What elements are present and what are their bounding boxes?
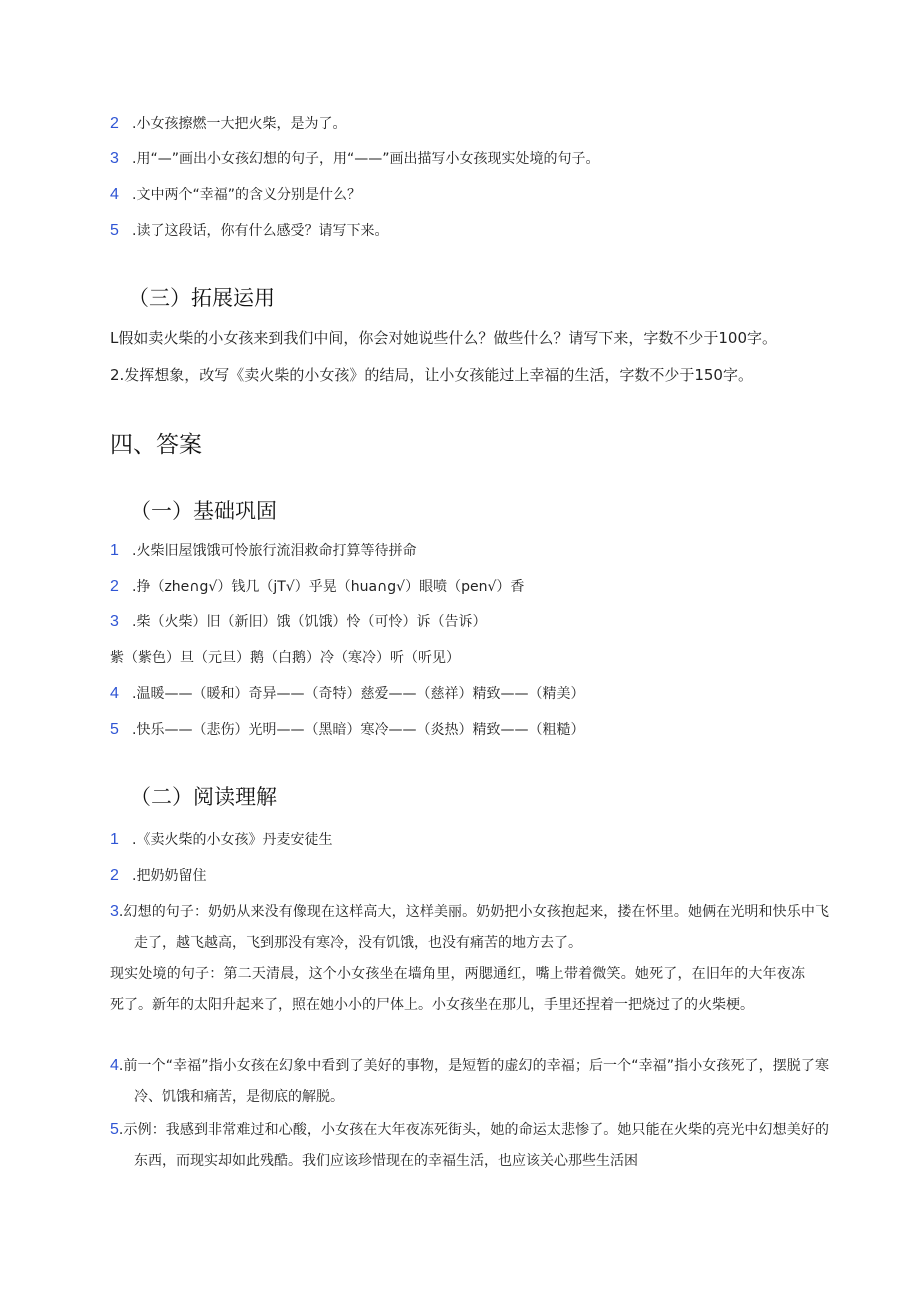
answer-item	[110, 865, 810, 887]
answer-text: .把奶奶留住	[132, 868, 207, 884]
answer-number: 5	[110, 1121, 119, 1138]
answer-number: 1	[110, 831, 119, 848]
question-item	[110, 148, 810, 170]
answer-item	[110, 683, 810, 705]
answer-item	[110, 611, 810, 633]
answer-number: 5	[110, 721, 119, 738]
answer-text: .前一个“幸福”指小女孩在幻象中看到了美好的事物，是短暂的虚幻的幸福；后一个“幸福”指小女孩死了，摆脱了寒冷、饥饿和痛苦，是彻底的解脱。	[118, 1058, 829, 1105]
answer-number: 4	[110, 1057, 119, 1074]
question-number: 4	[110, 186, 119, 203]
question-number: 5	[110, 222, 119, 239]
answer-item	[110, 719, 810, 741]
question-number: 2	[110, 115, 119, 132]
answer-text: .火柴旧屋饿饿可怜旅行流泪救命打算等待拼命	[132, 543, 417, 559]
answer-number: 3	[110, 903, 119, 920]
question-text: .读了这段话，你有什么感受？请写下来。	[132, 223, 389, 239]
answer-number: 1	[110, 542, 119, 559]
answer-text: .幻想的句子：奶奶从来没有像现在这样高大，这样美丽。奶奶把小女孩抱起来，搂在怀里。她俩在光明和快乐中飞走了，越飞越高，飞到那没有寒冷，没有饥饿，也没有痛苦的地方去了。	[118, 904, 829, 951]
answers-heading: 四、答案	[110, 432, 202, 458]
question-text: .用“—”画出小女孩幻想的句子，用“——”画出描写小女孩现实处境的句子。	[132, 151, 600, 167]
answer-item-fantasy	[110, 896, 829, 959]
answer-text: .快乐——（悲伤）光明——（黑暗）寒冷——（炎热）精致——（粗糙）	[132, 722, 585, 738]
section-title-extension: （三）拓展运用	[128, 287, 275, 310]
extension-item: L假如卖火柴的小女孩来到我们中间，你会对她说些什么？做些什么？请写下来，字数不少于100字。	[110, 329, 777, 347]
answer-continuation: 紫（紫色）旦（元旦）鹅（白鹅）冷（寒冷）听（听见）	[110, 650, 460, 666]
answer-item-happiness	[110, 1050, 829, 1113]
answer-number: 3	[110, 613, 119, 630]
answer-item	[110, 540, 810, 562]
question-item	[110, 220, 810, 242]
answer-item-feelings	[110, 1114, 829, 1177]
answer-text: .挣（zhe∩g√）钱几（jT√）乎晃（hua∩g√）眼喷（pen√）香	[132, 579, 525, 595]
answer-reality-paragraph: 现实处境的句子：第二天清晨，这个小女孩坐在墙角里，两腮通红，嘴上带着微笑。她死了，在旧年的大年夜冻死了。新年的太阳升起来了，照在她小小的尸体上。小女孩坐在那儿，手里还捏着一把烧过了的火柴梗。	[110, 966, 805, 1013]
question-text: .小女孩擦燃一大把火柴，是为了。	[132, 116, 347, 132]
question-text: .文中两个“幸福”的含义分别是什么？	[132, 187, 361, 203]
answer-text: .《卖火柴的小女孩》丹麦安徒生	[132, 832, 333, 848]
answer-text: .温暖——（暖和）奇异——（奇特）慈爱——（慈祥）精致——（精美）	[132, 686, 585, 702]
question-item	[110, 113, 810, 135]
answer-text: .示例：我感到非常难过和心酸，小女孩在大年夜冻死街头，她的命运太悲惨了。她只能在火柴的亮光中幻想美好的东西，而现实却如此残酷。我们应该珍惜现在的幸福生活，也应该关心那些生活困	[118, 1122, 829, 1169]
answer-item	[110, 829, 810, 851]
answer-text: .柴（火柴）旧（新旧）饿（饥饿）怜（可怜）诉（告诉）	[132, 614, 487, 630]
section-title-reading: （二）阅读理解	[130, 786, 277, 809]
answer-number: 2	[110, 867, 119, 884]
question-number: 3	[110, 150, 119, 167]
answer-number: 2	[110, 578, 119, 595]
answer-item	[110, 576, 810, 598]
section-title-basics: （一）基础巩固	[130, 500, 277, 523]
question-item	[110, 184, 810, 206]
answer-number: 4	[110, 685, 119, 702]
extension-item: 2.发挥想象，改写《卖火柴的小女孩》的结局，让小女孩能过上幸福的生活，字数不少于150字。	[110, 366, 753, 384]
